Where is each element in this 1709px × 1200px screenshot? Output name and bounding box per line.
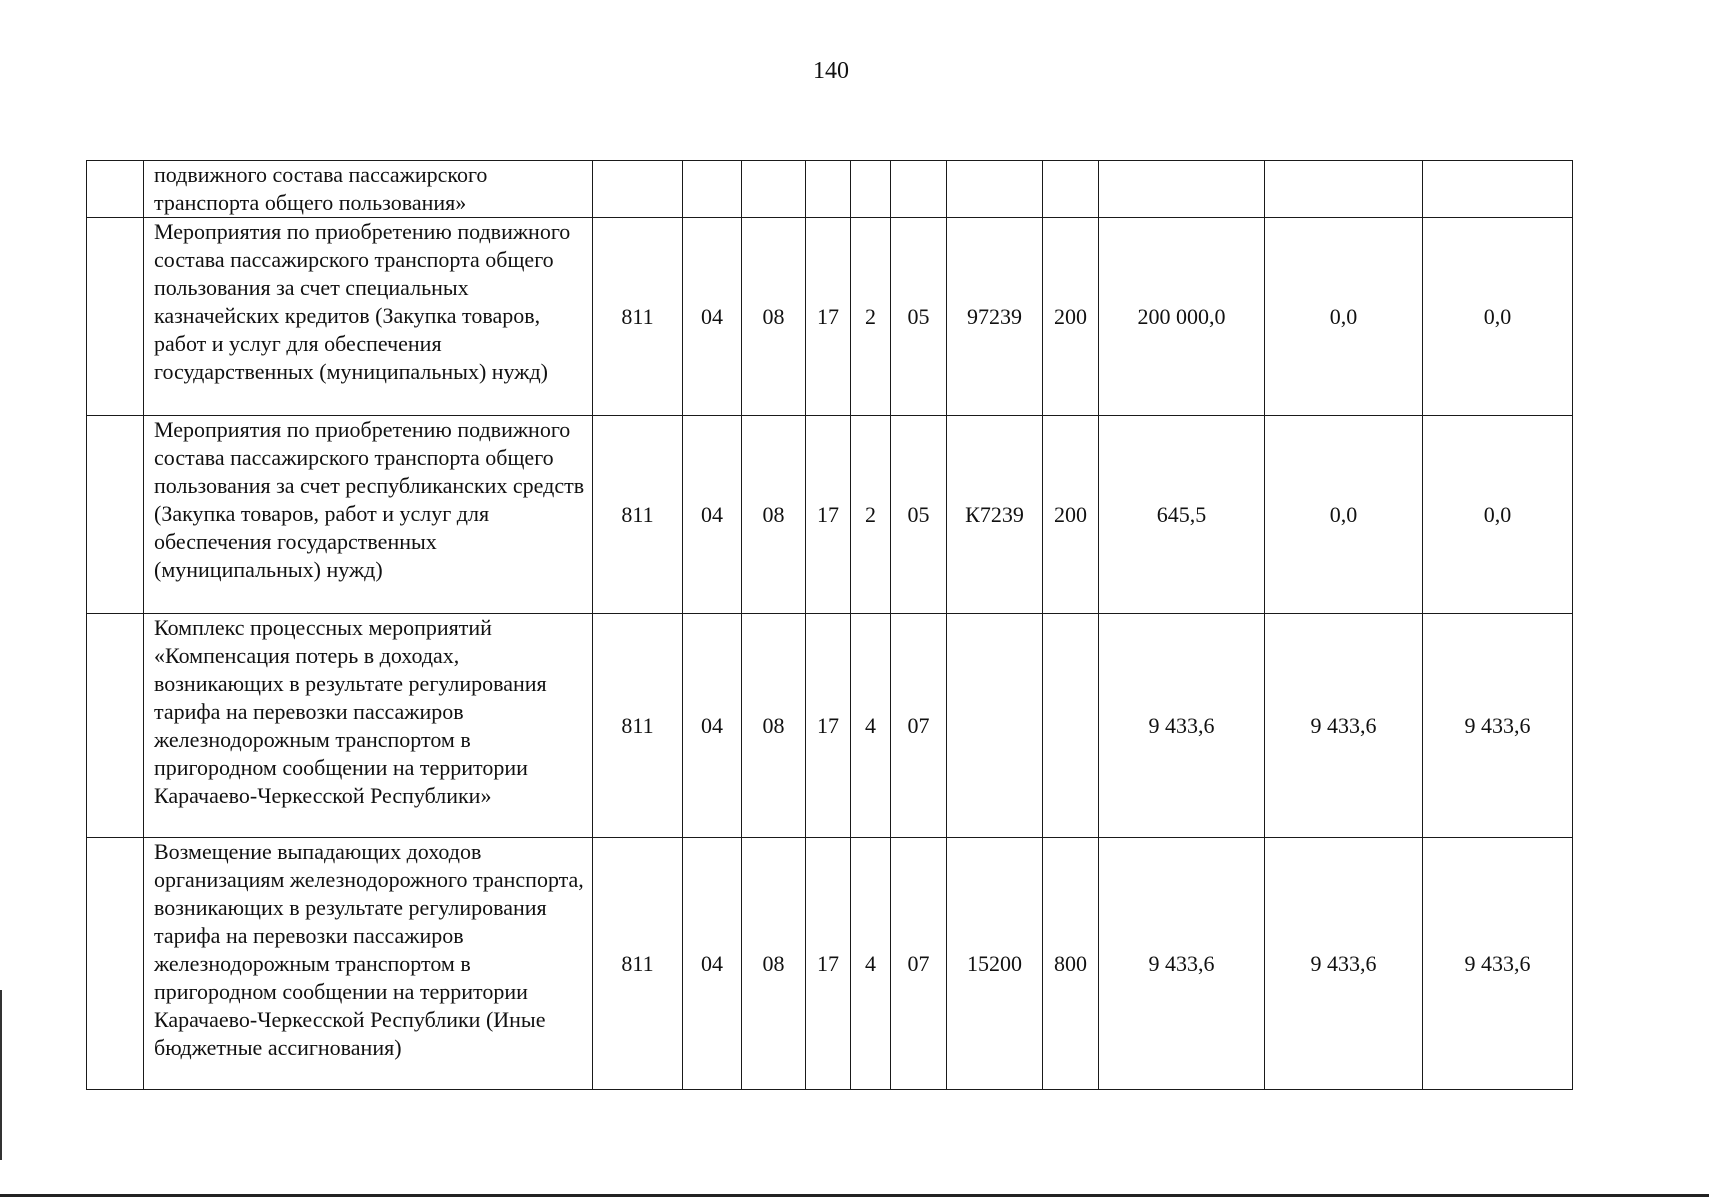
event-code-cell: 07 bbox=[891, 838, 947, 1090]
year2-amount-cell: 0,0 bbox=[1265, 416, 1423, 614]
subsection-code-cell bbox=[742, 161, 806, 218]
table-row bbox=[87, 614, 1573, 838]
ministry-code-cell: 811 bbox=[593, 416, 683, 614]
item-name-cell: Комплекс процессных мероприятий «Компенсация потерь в доходах, возникающих в результате регулирования тарифа на перевозки пассажиров железнодорожным транспортом в пригородном сообщении на территории Карачаево-Черкесской Республики» bbox=[144, 614, 593, 838]
year3-amount-cell: 0,0 bbox=[1423, 218, 1573, 416]
table-row bbox=[87, 218, 1573, 416]
year3-amount-cell bbox=[1423, 161, 1573, 218]
table-row bbox=[87, 838, 1573, 1090]
program-code-cell: 17 bbox=[806, 416, 851, 614]
ministry-code-cell bbox=[593, 161, 683, 218]
scan-edge-line bbox=[0, 990, 2, 1160]
event-code-cell: 07 bbox=[891, 614, 947, 838]
direction-code-cell: 15200 bbox=[947, 838, 1043, 1090]
item-name-cell: подвижного состава пассажирского транспорта общего пользования» bbox=[144, 161, 593, 218]
table-row bbox=[87, 416, 1573, 614]
ministry-code-cell: 811 bbox=[593, 614, 683, 838]
subprogram-code-cell: 4 bbox=[851, 614, 891, 838]
year2-amount-cell: 9 433,6 bbox=[1265, 838, 1423, 1090]
subprogram-code-cell: 4 bbox=[851, 838, 891, 1090]
program-code-cell: 17 bbox=[806, 614, 851, 838]
expense-type-cell: 200 bbox=[1043, 416, 1099, 614]
subsection-code-cell: 08 bbox=[742, 614, 806, 838]
expense-type-cell: 200 bbox=[1043, 218, 1099, 416]
page-number: 140 bbox=[813, 58, 849, 84]
expense-type-cell bbox=[1043, 614, 1099, 838]
event-code-cell: 05 bbox=[891, 218, 947, 416]
direction-code-cell bbox=[947, 161, 1043, 218]
section-code-cell: 04 bbox=[683, 838, 742, 1090]
budget-table bbox=[86, 160, 1573, 1090]
year1-amount-cell: 9 433,6 bbox=[1099, 614, 1265, 838]
year1-amount-cell: 9 433,6 bbox=[1099, 838, 1265, 1090]
year3-amount-cell: 9 433,6 bbox=[1423, 614, 1573, 838]
table-row bbox=[87, 161, 1573, 218]
direction-code-cell: К7239 bbox=[947, 416, 1043, 614]
row-number-cell bbox=[87, 838, 144, 1090]
subsection-code-cell: 08 bbox=[742, 838, 806, 1090]
expense-type-cell: 800 bbox=[1043, 838, 1099, 1090]
row-number-cell bbox=[87, 416, 144, 614]
section-code-cell: 04 bbox=[683, 614, 742, 838]
year3-amount-cell: 0,0 bbox=[1423, 416, 1573, 614]
item-name-cell: Мероприятия по приобретению подвижного состава пассажирского транспорта общего пользования за счет республиканских средств (Закупка товаров, работ и услуг для обеспечения государственных (муниципальных) нужд) bbox=[144, 416, 593, 614]
subsection-code-cell: 08 bbox=[742, 416, 806, 614]
program-code-cell: 17 bbox=[806, 218, 851, 416]
year1-amount-cell: 645,5 bbox=[1099, 416, 1265, 614]
subprogram-code-cell bbox=[851, 161, 891, 218]
ministry-code-cell: 811 bbox=[593, 218, 683, 416]
section-code-cell bbox=[683, 161, 742, 218]
subprogram-code-cell: 2 bbox=[851, 218, 891, 416]
direction-code-cell: 97239 bbox=[947, 218, 1043, 416]
bottom-rule bbox=[0, 1194, 1709, 1197]
year1-amount-cell: 200 000,0 bbox=[1099, 218, 1265, 416]
year2-amount-cell bbox=[1265, 161, 1423, 218]
row-number-cell bbox=[87, 614, 144, 838]
row-number-cell bbox=[87, 161, 144, 218]
year2-amount-cell: 9 433,6 bbox=[1265, 614, 1423, 838]
year1-amount-cell bbox=[1099, 161, 1265, 218]
year3-amount-cell: 9 433,6 bbox=[1423, 838, 1573, 1090]
row-number-cell bbox=[87, 218, 144, 416]
item-name-cell: Возмещение выпадающих доходов организациям железнодорожного транспорта, возникающих в результате регулирования тарифа на перевозки пассажиров железнодорожным транспортом в пригородном сообщении на территории Карачаево-Черкесской Республики (Иные бюджетные ассигнования) bbox=[144, 838, 593, 1090]
section-code-cell: 04 bbox=[683, 416, 742, 614]
expense-type-cell bbox=[1043, 161, 1099, 218]
subprogram-code-cell: 2 bbox=[851, 416, 891, 614]
ministry-code-cell: 811 bbox=[593, 838, 683, 1090]
program-code-cell bbox=[806, 161, 851, 218]
event-code-cell: 05 bbox=[891, 416, 947, 614]
direction-code-cell bbox=[947, 614, 1043, 838]
item-name-cell: Мероприятия по приобретению подвижного состава пассажирского транспорта общего пользования за счет специальных казначейских кредитов (Закупка товаров, работ и услуг для обеспечения государственных (муниципальных) нужд) bbox=[144, 218, 593, 416]
subsection-code-cell: 08 bbox=[742, 218, 806, 416]
section-code-cell: 04 bbox=[683, 218, 742, 416]
year2-amount-cell: 0,0 bbox=[1265, 218, 1423, 416]
event-code-cell bbox=[891, 161, 947, 218]
program-code-cell: 17 bbox=[806, 838, 851, 1090]
